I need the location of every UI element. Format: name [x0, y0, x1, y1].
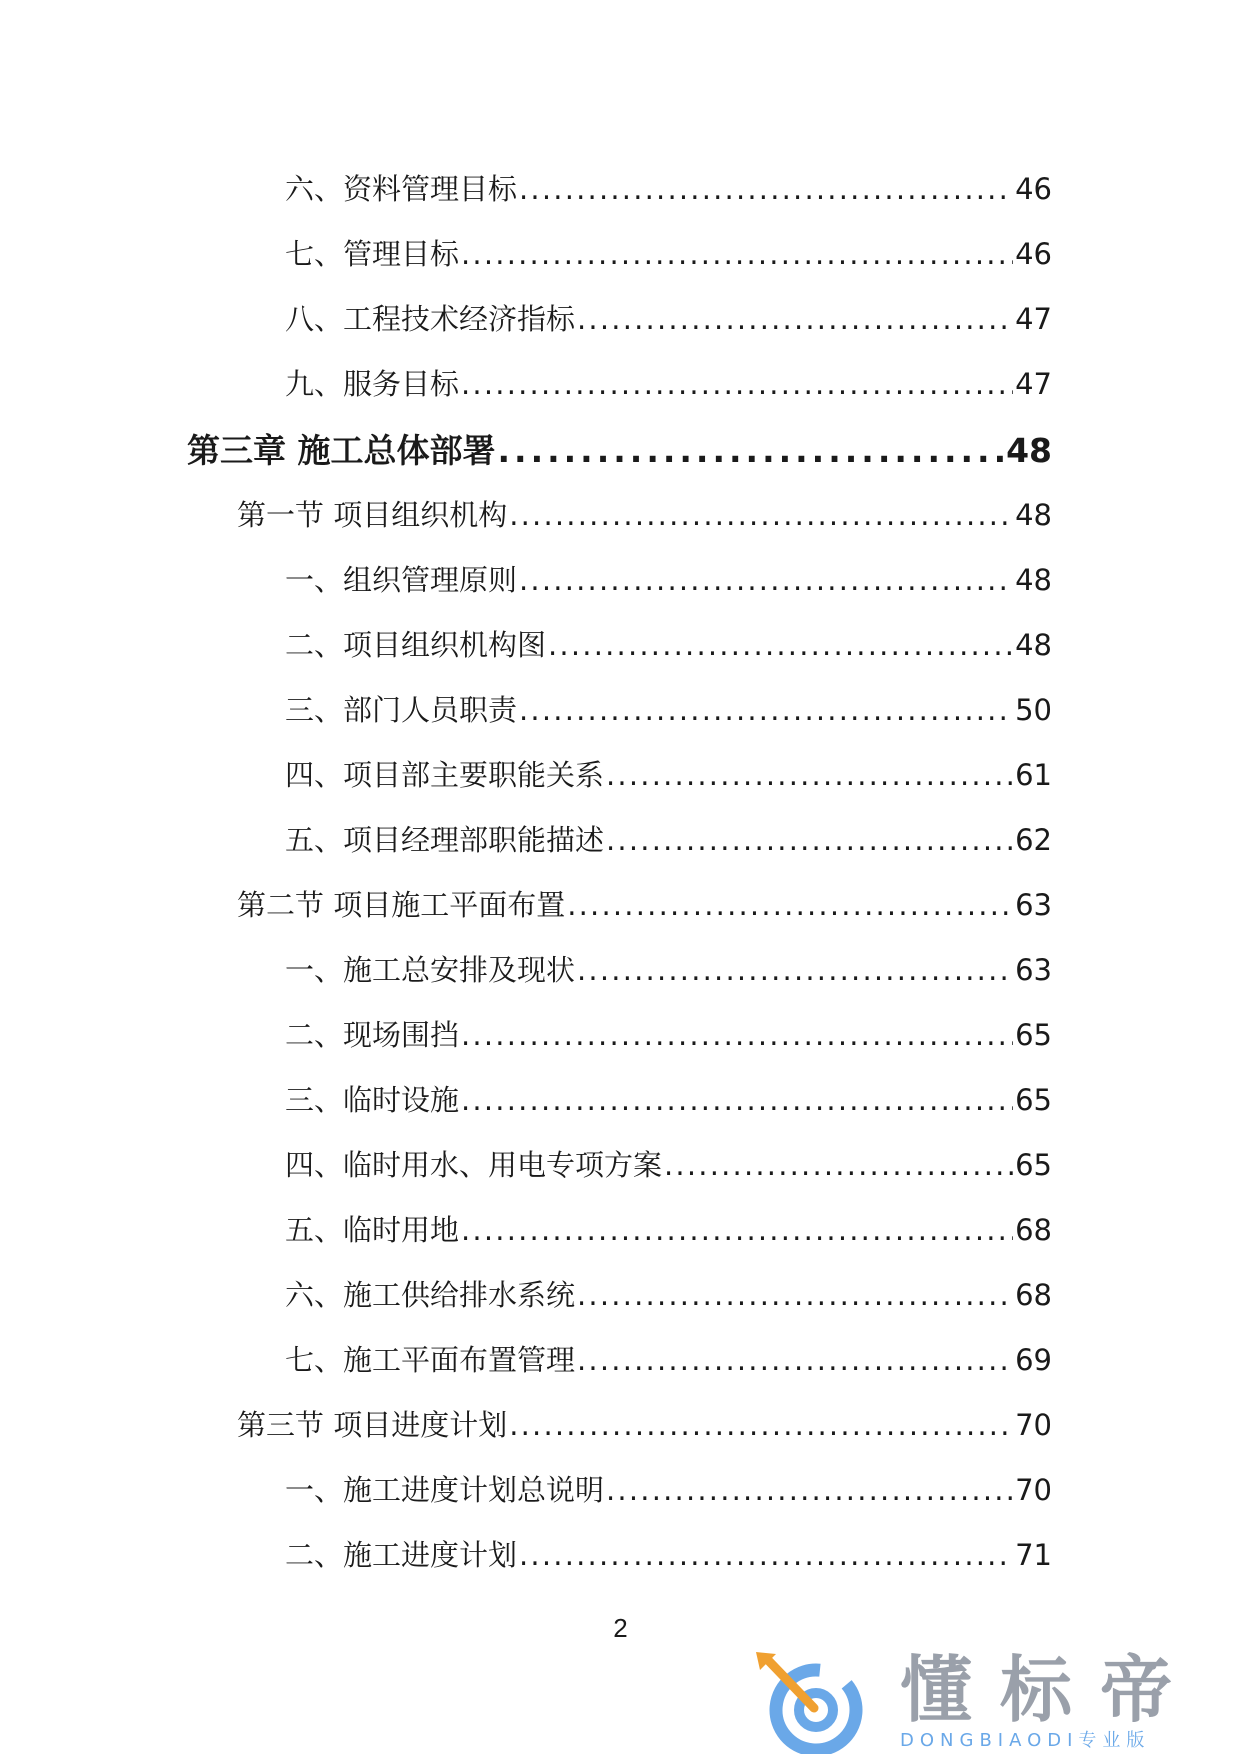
toc-entry-page: 46 — [1015, 237, 1052, 271]
toc-entry-title: 第三章 施工总体部署 — [187, 431, 496, 470]
toc-entry-title: 二、施工进度计划 — [285, 1538, 518, 1572]
toc-dot-leader — [519, 691, 1013, 729]
toc-dot-leader — [577, 951, 1013, 989]
toc-entry-title: 一、施工总安排及现状 — [285, 953, 576, 987]
toc-section-entry[interactable] — [237, 886, 1052, 924]
toc-entry[interactable] — [285, 170, 1052, 208]
toc-entry[interactable] — [285, 1276, 1052, 1314]
toc-entry-title: 四、临时用水、用电专项方案 — [285, 1148, 663, 1182]
toc-entry[interactable] — [285, 365, 1052, 403]
page-number: 2 — [613, 1613, 628, 1643]
toc-dot-leader — [606, 756, 1013, 794]
toc-entry-page: 65 — [1015, 1018, 1052, 1052]
toc-entry-page: 48 — [1006, 431, 1052, 470]
toc-entry-page: 71 — [1015, 1538, 1052, 1572]
toc-entry-page: 61 — [1015, 758, 1052, 792]
toc-entry[interactable] — [285, 1341, 1052, 1379]
toc-entry[interactable] — [285, 626, 1052, 664]
toc-entry-title: 三、部门人员职责 — [285, 693, 518, 727]
toc-entry-title: 第三节 项目进度计划 — [237, 1408, 508, 1442]
toc-entry-page: 50 — [1015, 693, 1052, 727]
toc-entry-title: 八、工程技术经济指标 — [285, 302, 576, 336]
toc-chapter-entry[interactable] — [187, 429, 1052, 473]
watermark — [750, 1648, 1241, 1754]
toc-entry-title: 第一节 项目组织机构 — [237, 498, 508, 532]
target-logo-icon — [750, 1648, 880, 1754]
toc-dot-leader — [461, 235, 1013, 273]
toc-entry[interactable] — [285, 821, 1052, 859]
toc-entry[interactable] — [285, 1211, 1052, 1249]
toc-entry-page: 70 — [1015, 1408, 1052, 1442]
toc-entry-title: 一、组织管理原则 — [285, 563, 518, 597]
toc-entry-page: 46 — [1015, 172, 1052, 206]
toc-entry-page: 65 — [1015, 1148, 1052, 1182]
toc-entry[interactable] — [285, 1146, 1052, 1184]
toc-entry-title: 七、施工平面布置管理 — [285, 1343, 576, 1377]
toc-entry-title: 一、施工进度计划总说明 — [285, 1473, 605, 1507]
toc-dot-leader — [519, 561, 1013, 599]
toc-entry-page: 47 — [1015, 302, 1052, 336]
toc-dot-leader — [548, 626, 1013, 664]
toc-entry-title: 五、项目经理部职能描述 — [285, 823, 605, 857]
toc-entry-title: 二、项目组织机构图 — [285, 628, 547, 662]
toc-entry-title: 四、项目部主要职能关系 — [285, 758, 605, 792]
toc-entry[interactable] — [285, 951, 1052, 989]
toc-dot-leader — [461, 1081, 1013, 1119]
watermark-subtitle: DONGBIAODI专业版 — [900, 1730, 1151, 1751]
toc-entry-page: 63 — [1015, 953, 1052, 987]
toc-entry[interactable] — [285, 561, 1052, 599]
watermark-brand: 懂标帝 — [900, 1648, 1201, 1732]
toc-entry-page: 48 — [1015, 563, 1052, 597]
toc-entry-page: 48 — [1015, 628, 1052, 662]
toc-entry-title: 六、资料管理目标 — [285, 172, 518, 206]
toc-entry-title: 七、管理目标 — [285, 237, 460, 271]
toc-dot-leader — [606, 821, 1013, 859]
toc-section-entry[interactable] — [237, 496, 1052, 534]
toc-entry-page: 65 — [1015, 1083, 1052, 1117]
toc-entry-page: 68 — [1015, 1213, 1052, 1247]
toc-entry[interactable] — [285, 1471, 1052, 1509]
toc-entry-page: 63 — [1015, 888, 1052, 922]
toc-entry-title: 二、现场围挡 — [285, 1018, 460, 1052]
toc-entry-page: 48 — [1015, 498, 1052, 532]
toc-entry[interactable] — [285, 1016, 1052, 1054]
toc-dot-leader — [461, 1211, 1013, 1249]
toc-dot-leader — [567, 886, 1013, 924]
toc-dot-leader — [461, 1016, 1013, 1054]
toc-dot-leader — [664, 1146, 1013, 1184]
toc-dot-leader — [498, 429, 1005, 467]
toc-entry[interactable] — [285, 300, 1052, 338]
toc-dot-leader — [519, 170, 1013, 208]
toc-entry-title: 第二节 项目施工平面布置 — [237, 888, 566, 922]
toc-entry[interactable] — [285, 756, 1052, 794]
toc-dot-leader — [577, 300, 1013, 338]
toc-dot-leader — [509, 1406, 1013, 1444]
toc-entry[interactable] — [285, 691, 1052, 729]
toc-section-entry[interactable] — [237, 1406, 1052, 1444]
toc-entry[interactable] — [285, 235, 1052, 273]
toc-entry-title: 五、临时用地 — [285, 1213, 460, 1247]
toc-entry-title: 九、服务目标 — [285, 367, 460, 401]
toc-entry[interactable] — [285, 1081, 1052, 1119]
toc-entry-page: 68 — [1015, 1278, 1052, 1312]
toc-dot-leader — [606, 1471, 1013, 1509]
toc-entry[interactable] — [285, 1536, 1052, 1574]
toc-dot-leader — [577, 1341, 1013, 1379]
toc-entry-page: 70 — [1015, 1473, 1052, 1507]
toc-dot-leader — [519, 1536, 1013, 1574]
toc-entry-title: 六、施工供给排水系统 — [285, 1278, 576, 1312]
toc-dot-leader — [461, 365, 1013, 403]
toc-entry-page: 62 — [1015, 823, 1052, 857]
toc-dot-leader — [509, 496, 1013, 534]
toc-entry-page: 69 — [1015, 1343, 1052, 1377]
toc-entry-title: 三、临时设施 — [285, 1083, 460, 1117]
toc-entry-page: 47 — [1015, 367, 1052, 401]
toc-dot-leader — [577, 1276, 1013, 1314]
